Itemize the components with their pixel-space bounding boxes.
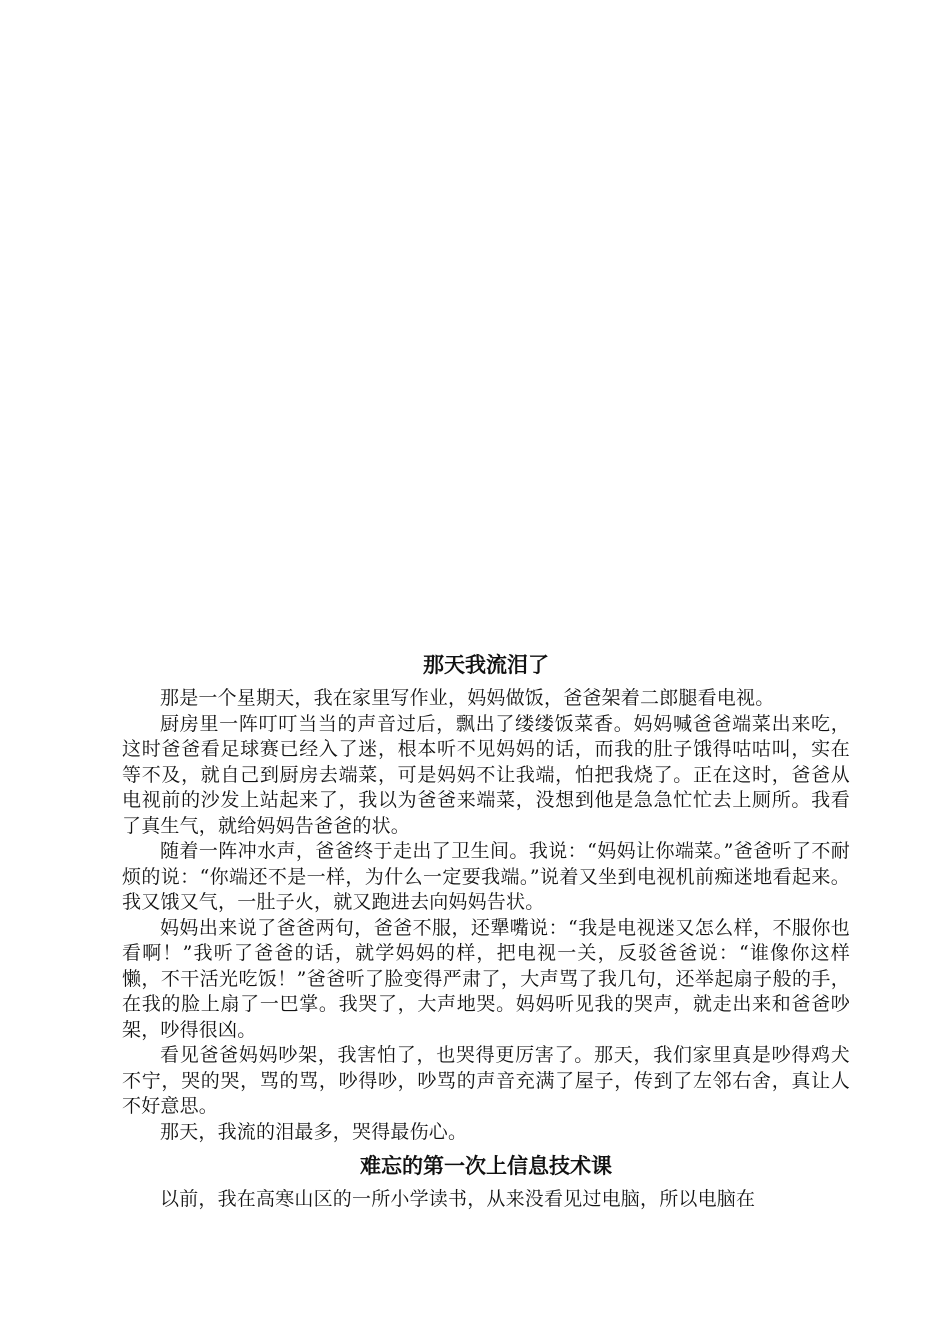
document-body bbox=[122, 648, 850, 1213]
paragraph: 妈妈出来说了爸爸两句，爸爸不服，还犟嘴说：“我是电视迷又怎么样，不服你也看啊！”我听了爸爸的话，就学妈妈的样，把电视一关，反驳爸爸说：“谁像你这样懒，不干活光吃饭！”爸爸听了脸变得严肃了，大声骂了我几句，还举起扇子般的手，在我的脸上扇了一巴掌。我哭了，大声地哭。妈妈听见我的哭声，就走出来和爸爸吵架，吵得很凶。 bbox=[122, 916, 850, 1041]
paragraph: 随着一阵冲水声，爸爸终于走出了卫生间。我说：“妈妈让你端菜。”爸爸听了不耐烦的说：“你端还不是一样，为什么一定要我端。”说着又坐到电视机前痴迷地看起来。我又饿又气，一肚子火，就又跑进去向妈妈告状。 bbox=[122, 840, 850, 913]
paragraph: 厨房里一阵叮叮当当的声音过后，飘出了缕缕饭菜香。妈妈喊爸爸端菜出来吃，这时爸爸看足球赛已经入了迷，根本听不见妈妈的话，而我的肚子饿得咕咕叫，实在等不及，就自己到厨房去端菜，可是妈妈不让我端，怕把我烧了。正在这时，爸爸从电视前的沙发上站起来了，我以为爸爸来端菜，没想到他是急急忙忙去上厕所。我看了真生气，就给妈妈告爸爸的状。 bbox=[122, 712, 850, 837]
paragraph: 以前，我在高寒山区的一所小学读书，从来没看见过电脑，所以电脑在 bbox=[160, 1188, 756, 1210]
essay-1 bbox=[122, 648, 850, 1145]
paragraph: 看见爸爸妈妈吵架，我害怕了，也哭得更厉害了。那天，我们家里真是吵得鸡犬不宁，哭的哭，骂的骂，吵得吵，吵骂的声音充满了屋子，传到了左邻右舍，真让人不好意思。 bbox=[122, 1044, 850, 1117]
paragraph: 那天，我流的泪最多，哭得最伤心。 bbox=[160, 1120, 468, 1143]
essay-title: 那天我流泪了 bbox=[423, 652, 549, 677]
essay-title: 难忘的第一次上信息技术课 bbox=[360, 1153, 612, 1178]
paragraph: 那是一个星期天，我在家里写作业，妈妈做饭，爸爸架着二郎腿看电视。 bbox=[160, 687, 775, 709]
essay-2 bbox=[122, 1149, 850, 1213]
